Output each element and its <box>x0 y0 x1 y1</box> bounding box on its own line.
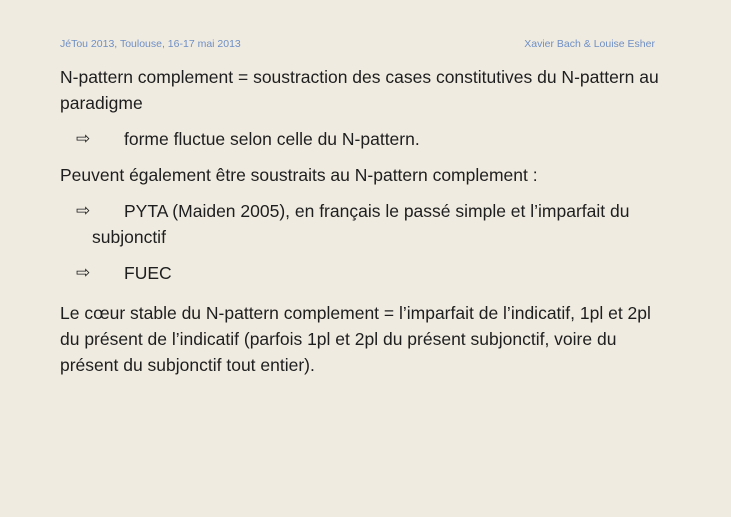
header-authors: Xavier Bach & Louise Esher <box>524 38 655 50</box>
right-arrow-outline-icon: ⇨ <box>76 263 91 283</box>
header-conference: JéTou 2013, Toulouse, 16-17 mai 2013 <box>60 38 241 50</box>
right-arrow-outline-icon: ⇨ <box>76 201 91 221</box>
paragraph-subtraction: Peuvent également être soustraits au N-pattern complement : <box>60 165 538 185</box>
bullet-item-fuec <box>60 260 672 286</box>
bullet-item-pyta <box>60 198 672 250</box>
bullet-text: forme fluctue selon celle du N-pattern. <box>124 129 420 149</box>
bullet-item-fluctuation <box>60 126 672 152</box>
slide-content <box>60 64 672 378</box>
bullet-text: PYTA (Maiden 2005), en français le passé simple et l’imparfait du subjonctif <box>92 201 630 247</box>
paragraph-stable-core: Le cœur stable du N-pattern complement = l’imparfait de l’indicatif, 1pl et 2pl du présent de l’indicatif (parfois 1pl et 2pl du présent subjonctif, voire du présent du subjonctif tout entier). <box>60 303 651 375</box>
paragraph-definition: N-pattern complement = soustraction des cases constitutives du N-pattern au paradigme <box>60 67 659 113</box>
bullet-text: FUEC <box>124 263 172 283</box>
right-arrow-outline-icon: ⇨ <box>76 129 91 149</box>
